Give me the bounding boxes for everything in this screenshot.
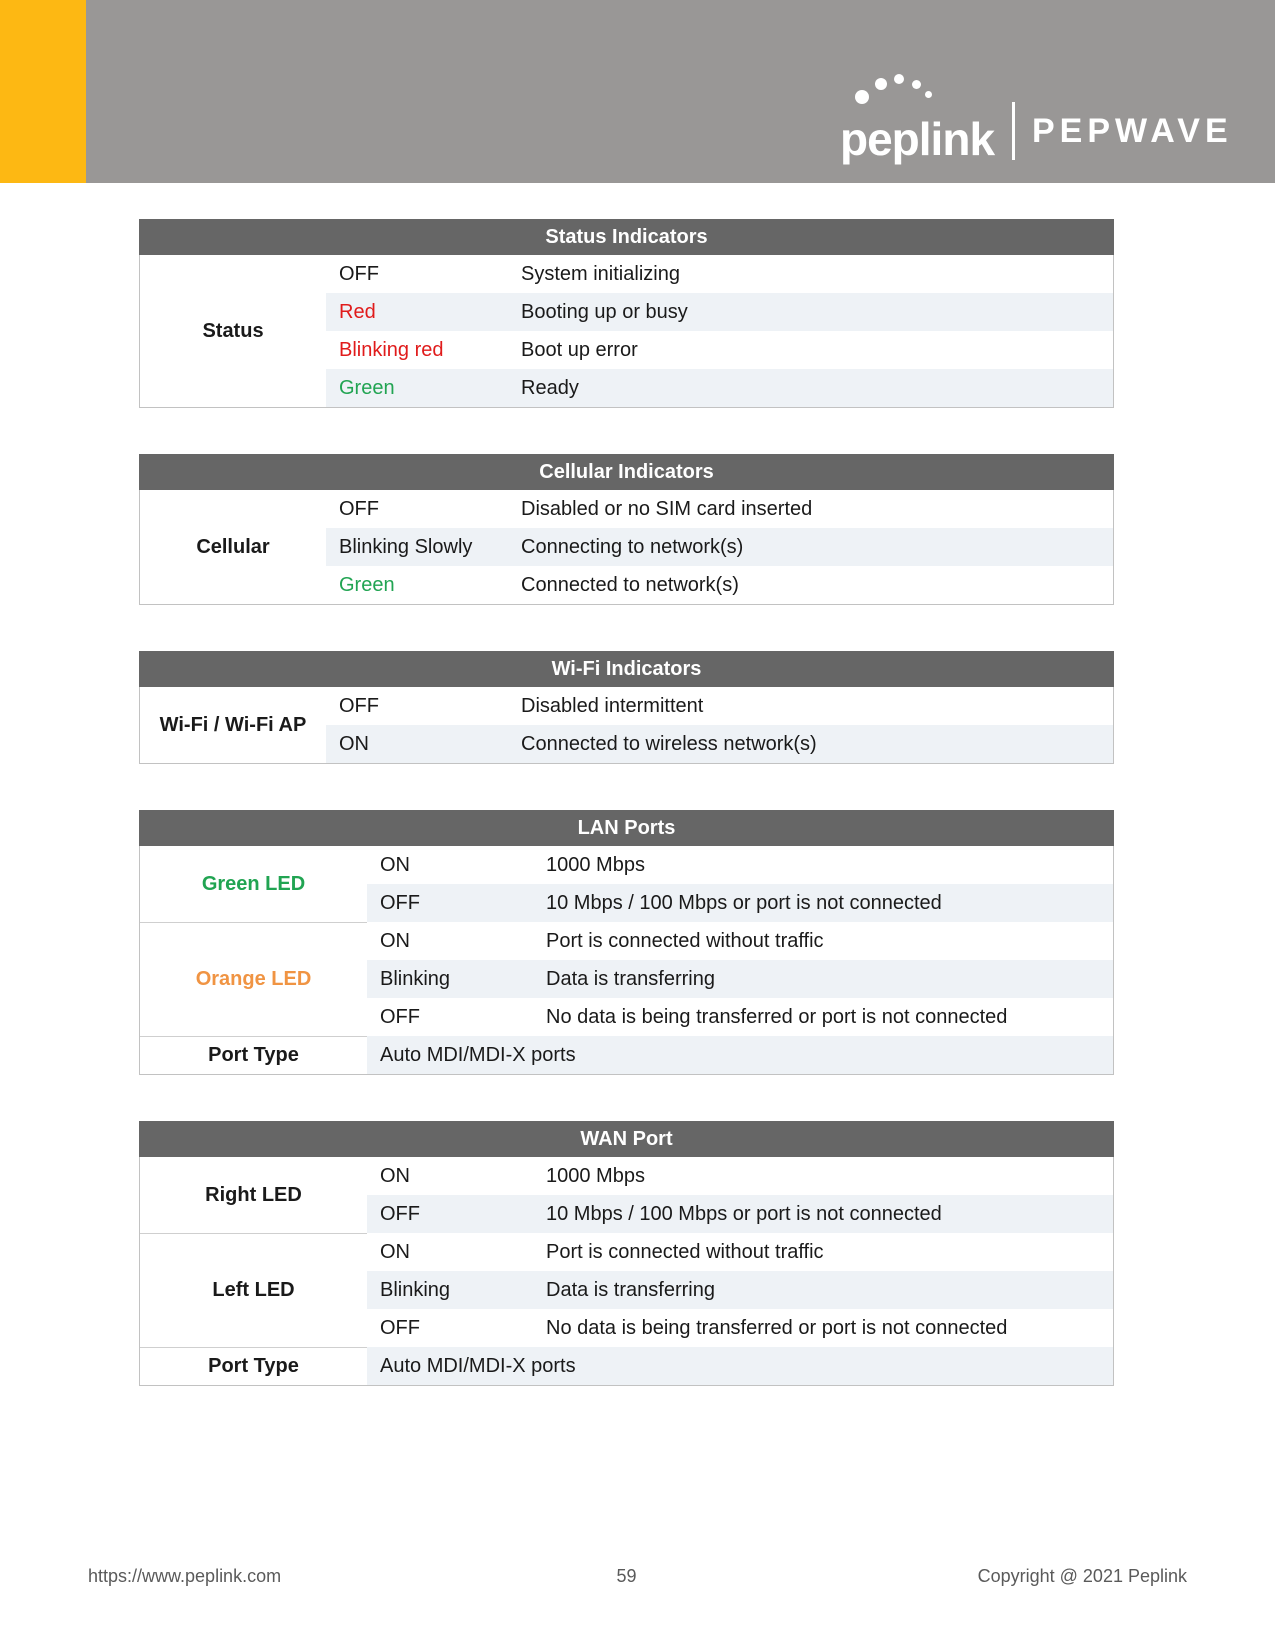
description-cell: 1000 Mbps (546, 1164, 645, 1187)
description-cell: Port is connected without traffic (546, 1240, 824, 1263)
group-label: Status (140, 255, 326, 407)
state-cell: ON (339, 732, 369, 755)
group-rows (367, 1036, 1113, 1074)
group-rows (367, 1157, 1113, 1233)
table-row (367, 1271, 1113, 1309)
description-cell: Booting up or busy (521, 300, 688, 323)
state-cell: ON (380, 1164, 410, 1187)
description-cell: 1000 Mbps (546, 853, 645, 876)
group-label: Cellular (140, 490, 326, 604)
table-group (140, 1347, 1113, 1385)
state-cell: ON (380, 929, 410, 952)
wan-port-table (139, 1121, 1114, 1386)
state-cell: ON (380, 853, 410, 876)
peplink-pepwave-logo (0, 0, 1275, 183)
footer-copyright: Copyright @ 2021 Peplink (977, 1566, 1187, 1586)
group-rows (367, 922, 1113, 1036)
table-row (367, 1233, 1113, 1271)
table-group (140, 1157, 1113, 1233)
table-row (326, 566, 1113, 604)
logo-dot (894, 74, 904, 84)
description-cell: Connected to wireless network(s) (521, 732, 817, 755)
group-label: Wi-Fi / Wi-Fi AP (140, 687, 326, 763)
table-row (326, 369, 1113, 407)
state-cell: OFF (380, 1005, 420, 1028)
group-rows (367, 846, 1113, 922)
page-header-banner (0, 0, 1275, 183)
table-body (139, 1157, 1114, 1386)
table-group (140, 846, 1113, 922)
description-cell: Port is connected without traffic (546, 929, 824, 952)
state-cell: Blinking (380, 1278, 451, 1301)
description-cell: No data is being transferred or port is not connected (546, 1005, 1008, 1028)
table-row (367, 1195, 1113, 1233)
table-row (326, 490, 1113, 528)
wifi-indicators-table (139, 651, 1114, 764)
table-body (139, 846, 1114, 1075)
description-cell: Data is transferring (546, 967, 715, 990)
lan-ports-table (139, 810, 1114, 1075)
table-group (140, 1233, 1113, 1347)
table-row (367, 1347, 1113, 1385)
table-group (140, 687, 1113, 763)
pepwave-wordmark: PEPWAVE (1032, 112, 1233, 150)
table-row (367, 960, 1113, 998)
group-rows (367, 1233, 1113, 1347)
table-row (326, 331, 1113, 369)
table-title: LAN Ports (139, 810, 1114, 846)
state-cell: Green (339, 573, 395, 596)
port-type-value: Auto MDI/MDI-X ports (380, 1043, 576, 1066)
group-label: Orange LED (140, 922, 367, 1036)
state-cell: OFF (380, 1316, 420, 1339)
table-row (367, 998, 1113, 1036)
status-indicators-table (139, 219, 1114, 408)
description-cell: System initializing (521, 262, 680, 285)
table-group (140, 1036, 1113, 1074)
description-cell: Disabled or no SIM card inserted (521, 497, 813, 520)
group-label: Port Type (140, 1036, 367, 1074)
logo-dot (855, 90, 869, 104)
state-cell: Red (339, 300, 376, 323)
page-content (139, 219, 1114, 1432)
table-title: Status Indicators (139, 219, 1114, 255)
state-cell: OFF (339, 262, 379, 285)
logo-dot (925, 91, 932, 98)
description-cell: Data is transferring (546, 1278, 715, 1301)
table-row (367, 1309, 1113, 1347)
table-group (140, 255, 1113, 407)
logo-divider (1012, 102, 1015, 160)
group-rows (326, 490, 1113, 604)
table-row (367, 1036, 1113, 1074)
group-rows (326, 255, 1113, 407)
footer-page-number: 59 (616, 1566, 637, 1586)
description-cell: Boot up error (521, 338, 638, 361)
group-label: Right LED (140, 1157, 367, 1233)
logo-dot (912, 80, 921, 89)
table-group (140, 922, 1113, 1036)
description-cell: 10 Mbps / 100 Mbps or port is not connected (546, 891, 942, 914)
description-cell: Disabled intermittent (521, 694, 704, 717)
table-row (367, 1157, 1113, 1195)
table-title: Cellular Indicators (139, 454, 1114, 490)
description-cell: 10 Mbps / 100 Mbps or port is not connected (546, 1202, 942, 1225)
description-cell: Ready (521, 376, 579, 399)
state-cell: Blinking Slowly (339, 535, 473, 558)
state-cell: OFF (339, 497, 379, 520)
state-cell: OFF (339, 694, 379, 717)
description-cell: No data is being transferred or port is not connected (546, 1316, 1008, 1339)
state-cell: Blinking (380, 967, 451, 990)
table-row (326, 293, 1113, 331)
logo-dot (875, 78, 887, 90)
table-row (326, 255, 1113, 293)
group-rows (367, 1347, 1113, 1385)
table-body (139, 490, 1114, 605)
table-group (140, 490, 1113, 604)
table-body (139, 255, 1114, 408)
table-row (367, 884, 1113, 922)
state-cell: OFF (380, 1202, 420, 1225)
table-title: WAN Port (139, 1121, 1114, 1157)
state-cell: OFF (380, 891, 420, 914)
table-row (367, 846, 1113, 884)
cellular-indicators-table (139, 454, 1114, 605)
group-label: Left LED (140, 1233, 367, 1347)
table-row (326, 687, 1113, 725)
group-label: Port Type (140, 1347, 367, 1385)
state-cell: Blinking red (339, 338, 444, 361)
table-title: Wi-Fi Indicators (139, 651, 1114, 687)
table-row (326, 528, 1113, 566)
footer-url: https://www.peplink.com (88, 1566, 282, 1586)
state-cell: ON (380, 1240, 410, 1263)
state-cell: Green (339, 376, 395, 399)
table-row (367, 922, 1113, 960)
description-cell: Connected to network(s) (521, 573, 739, 596)
peplink-wordmark: peplink (840, 113, 995, 165)
group-rows (326, 687, 1113, 763)
group-label: Green LED (140, 846, 367, 922)
description-cell: Connecting to network(s) (521, 535, 744, 558)
port-type-value: Auto MDI/MDI-X ports (380, 1354, 576, 1377)
page-footer (0, 1566, 1275, 1590)
table-row (326, 725, 1113, 763)
table-body (139, 687, 1114, 764)
